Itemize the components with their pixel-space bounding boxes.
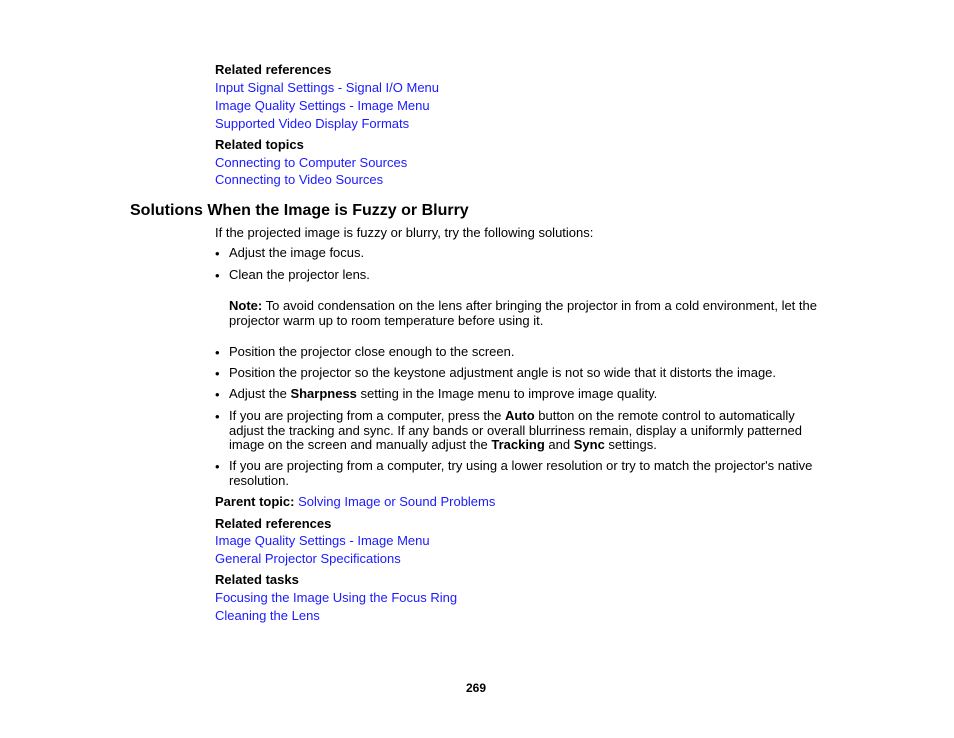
bullet-position-close: Position the projector close enough to the screen.	[229, 344, 515, 359]
link-image-quality-settings[interactable]: Image Quality Settings - Image Menu	[215, 98, 430, 113]
link-image-quality-settings[interactable]: Image Quality Settings - Image Menu	[215, 533, 430, 548]
page-number: 269	[466, 681, 487, 695]
text-segment: button on the remote control to automatically adjust the tracking and sync. If any bands or overall blurriness remain, display a uniformly patterned image on the screen and manually adjust the	[229, 408, 803, 452]
bullet-lower-resolution: If you are projecting from a computer, try using a lower resolution or try to match the projector's native resolution.	[229, 458, 813, 488]
note-text: To avoid condensation on the lens after bringing the projector in from a cold environment, let the projector warm up to room temperature before using it.	[229, 298, 817, 328]
tracking-setting: Tracking	[491, 437, 545, 452]
text-segment: settings.	[604, 437, 657, 452]
bullet-marker: •	[215, 409, 220, 424]
sharpness-setting: Sharpness	[290, 386, 357, 401]
text-segment: setting in the Image menu to improve image quality.	[356, 386, 658, 401]
bullet-clean-lens: Clean the projector lens.	[229, 267, 370, 282]
link-focusing-image[interactable]: Focusing the Image Using the Focus Ring	[215, 590, 458, 605]
bullet-keystone-angle: Position the projector so the keystone adjustment angle is not so wide that it distorts the image.	[229, 365, 777, 380]
link-solving-image-sound-problems[interactable]: Solving Image or Sound Problems	[298, 494, 496, 509]
note-label: Note:	[229, 298, 263, 313]
related-references-label: Related references	[215, 516, 332, 531]
link-connecting-computer-sources[interactable]: Connecting to Computer Sources	[215, 155, 408, 170]
link-input-signal-settings[interactable]: Input Signal Settings - Signal I/O Menu	[215, 80, 440, 95]
related-tasks-label: Related tasks	[215, 572, 299, 587]
parent-topic-label: Parent topic:	[215, 494, 295, 509]
bullet-marker: •	[215, 366, 220, 381]
bullet-sharpness	[229, 387, 829, 402]
sync-setting: Sync	[573, 437, 605, 452]
related-references-label: Related references	[215, 62, 332, 77]
bullet-auto-button	[229, 409, 814, 453]
bullet-adjust-focus: Adjust the image focus.	[229, 245, 365, 260]
bullet-marker: •	[215, 246, 220, 261]
bullet-marker: •	[215, 387, 220, 402]
auto-button-name: Auto	[505, 408, 535, 423]
link-cleaning-lens[interactable]: Cleaning the Lens	[215, 608, 320, 623]
link-general-projector-specs[interactable]: General Projector Specifications	[215, 551, 401, 566]
bullet-marker: •	[215, 459, 220, 474]
section-heading: Solutions When the Image is Fuzzy or Blurry	[130, 202, 469, 219]
related-topics-label: Related topics	[215, 137, 304, 152]
text-segment: Adjust the	[229, 386, 291, 401]
text-segment: If you are projecting from a computer, press the	[229, 408, 506, 423]
note	[229, 299, 829, 328]
bullet-marker: •	[215, 345, 220, 360]
link-supported-video-formats[interactable]: Supported Video Display Formats	[215, 116, 410, 131]
text-segment: and	[544, 437, 574, 452]
intro-text: If the projected image is fuzzy or blurry, try the following solutions:	[215, 225, 594, 240]
link-connecting-video-sources[interactable]: Connecting to Video Sources	[215, 172, 384, 187]
parent-topic	[215, 494, 495, 510]
bullet-marker: •	[215, 268, 220, 283]
